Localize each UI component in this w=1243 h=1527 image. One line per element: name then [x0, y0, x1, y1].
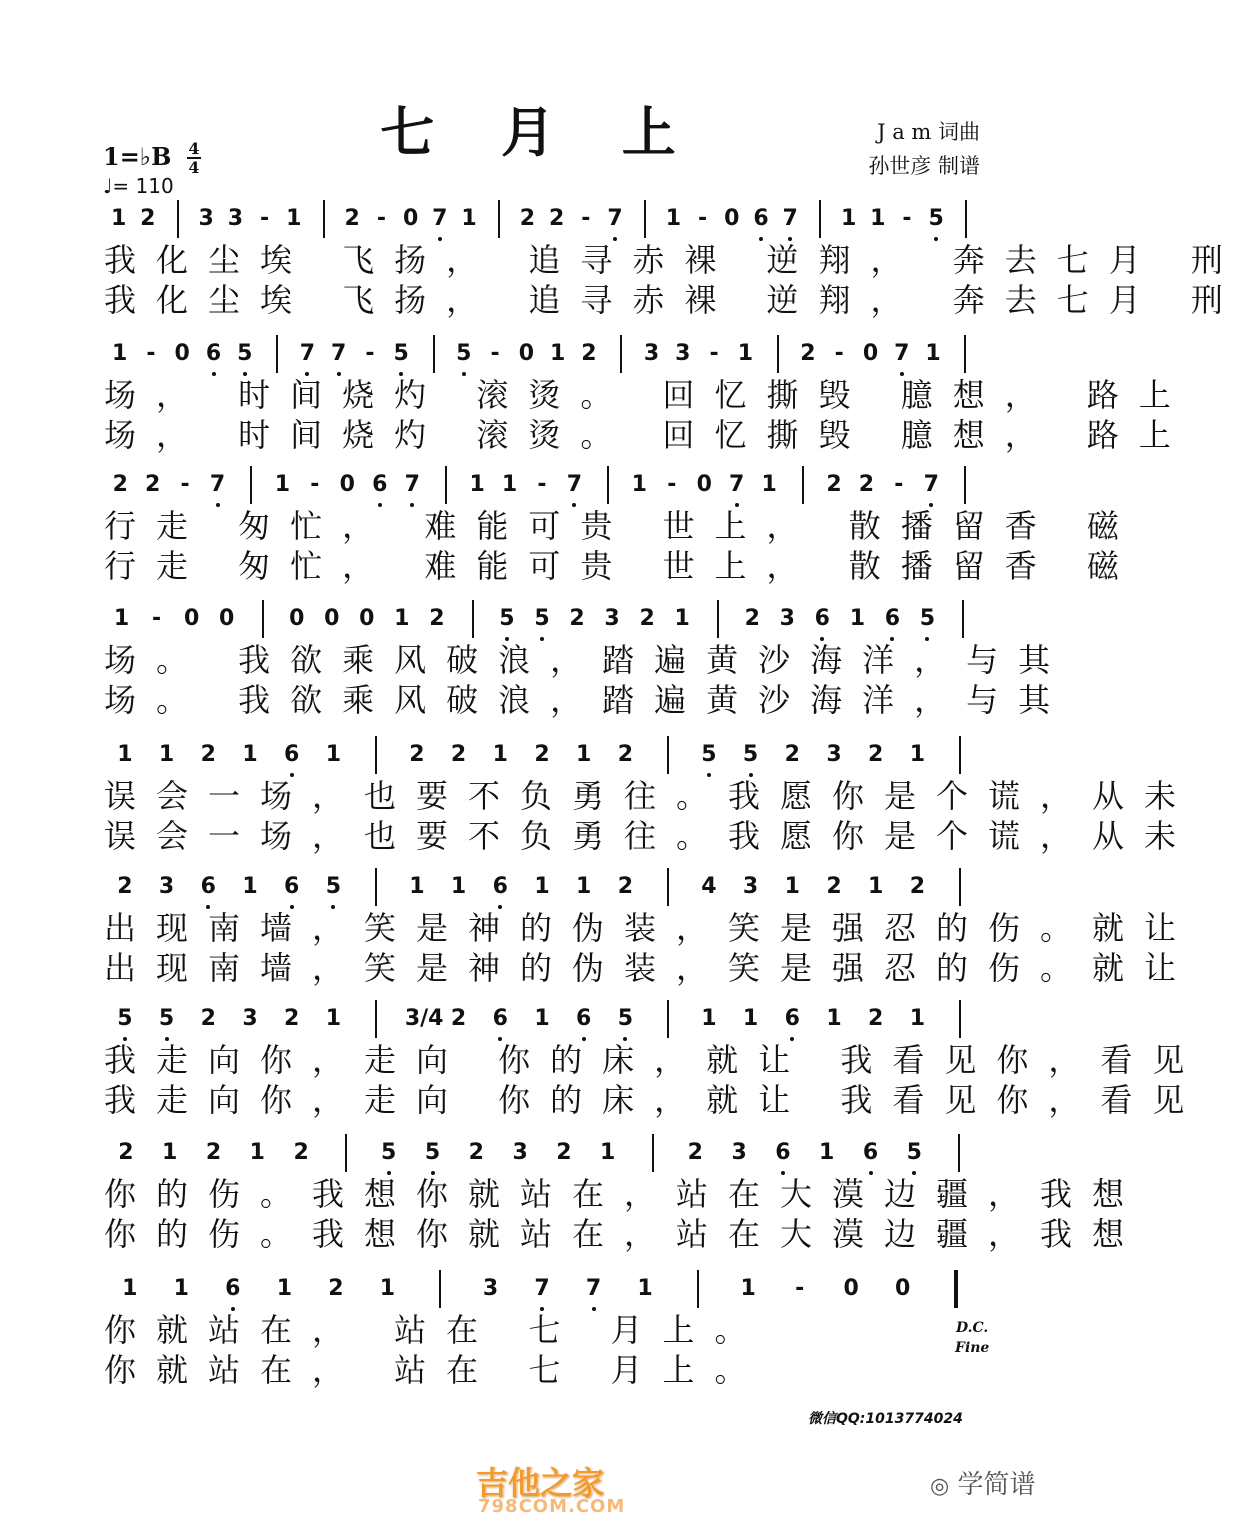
note: 1 — [742, 1006, 759, 1031]
barline — [962, 600, 964, 638]
note: 6 — [492, 1006, 508, 1031]
lyric-line: 误会一场，也要不负勇往。我愿你是个谎，从未 — [104, 777, 1197, 815]
barline — [965, 200, 967, 238]
note: - — [490, 341, 500, 366]
note: 2 — [409, 742, 425, 767]
note: - — [365, 341, 375, 366]
barline — [717, 600, 719, 638]
note: 7 — [299, 341, 315, 366]
note: 6 — [492, 874, 508, 899]
note: - — [180, 472, 190, 497]
barline — [607, 466, 609, 504]
note: 1 — [394, 606, 410, 631]
note: 5 — [928, 206, 944, 231]
note: 7 — [894, 341, 910, 366]
barline — [964, 335, 966, 373]
note: 1 — [111, 341, 128, 366]
note: 0 — [518, 341, 534, 366]
barline — [433, 335, 435, 373]
note: 3 — [604, 606, 620, 631]
notation-row — [104, 1270, 980, 1310]
note: - — [376, 206, 386, 231]
note: 6 — [225, 1276, 241, 1301]
note: 2 — [826, 874, 842, 899]
note: 6 — [205, 341, 222, 366]
key-signature: 1=♭B — [103, 142, 172, 171]
note: 1 — [122, 1276, 138, 1301]
barline — [323, 200, 325, 238]
notation-row — [104, 736, 980, 776]
note: 1 — [819, 1140, 835, 1165]
lyric-line: 行走 匆忙， 难能可贵 世上， 散播留香 磁 — [104, 507, 1139, 545]
note: 1 — [325, 742, 342, 767]
note: 6 — [775, 1140, 791, 1165]
note: 2 — [117, 874, 133, 899]
note: - — [709, 341, 719, 366]
notation-row — [104, 200, 980, 240]
note: 2 — [858, 472, 875, 497]
note: 3 — [198, 206, 214, 231]
barline — [375, 1000, 377, 1038]
note: 1 — [113, 606, 130, 631]
note: 2 — [784, 742, 800, 767]
note: 2 — [284, 1006, 300, 1031]
note: 1 — [492, 742, 508, 767]
lyric-line: 我化尘埃 飞扬， 追寻赤裸 逆翔， 奔去七月 刑 — [104, 241, 1243, 279]
note: - — [151, 606, 162, 631]
note: 1 — [534, 1006, 550, 1031]
barline — [667, 868, 669, 906]
note: 6 — [784, 1006, 800, 1031]
note: 5 — [701, 742, 717, 767]
note: 0 — [218, 606, 235, 631]
note: 2 — [200, 742, 216, 767]
note: 0 — [724, 206, 740, 231]
lyric-line: 你就站在， 站在 七 月上。 — [104, 1351, 767, 1389]
note: - — [698, 206, 708, 231]
note: 6 — [576, 1006, 592, 1031]
note: 2 — [293, 1140, 309, 1165]
lyric-line: 场， 时间烧灼 滚烫。 回忆撕毁 臆想， 路上 — [104, 376, 1191, 414]
note: 1 — [840, 206, 857, 231]
note: 2 — [744, 606, 760, 631]
note: 0 — [174, 341, 190, 366]
note: 0 — [359, 606, 375, 631]
note: 1 — [549, 341, 566, 366]
note: 3 — [731, 1140, 747, 1165]
note: 1 — [637, 1276, 653, 1301]
note: 0 — [324, 606, 340, 631]
note: 6 — [814, 606, 830, 631]
barline — [964, 466, 966, 504]
lyric-line: 你就站在， 站在 七 月上。 — [104, 1311, 767, 1349]
tempo-marking: ♩= 110 — [103, 174, 174, 198]
note: - — [581, 206, 591, 231]
barline — [345, 1134, 347, 1172]
note: - — [146, 341, 156, 366]
barline — [959, 736, 961, 774]
note: 2 — [118, 1140, 134, 1165]
barline — [697, 1270, 699, 1308]
barline — [439, 1270, 441, 1308]
note: - — [834, 341, 844, 366]
note: 1 — [674, 606, 690, 631]
note: 7 — [607, 206, 623, 231]
note: 6 — [284, 874, 300, 899]
watermark-url: 798COM.COM — [478, 1496, 626, 1517]
note: 5 — [456, 341, 472, 366]
note: 2 — [639, 606, 655, 631]
note: 0 — [862, 341, 879, 366]
note: - — [667, 472, 677, 497]
notation-row — [104, 335, 980, 375]
note: 2 — [519, 206, 536, 231]
note: 1 — [325, 1006, 342, 1031]
lyric-line: 行走 匆忙， 难能可贵 世上， 散播留香 磁 — [104, 547, 1139, 585]
note: 1 — [925, 341, 941, 366]
arranger-credit: 孙世彦 制谱 — [868, 154, 980, 178]
barline — [777, 335, 779, 373]
note: 1 — [631, 472, 647, 497]
barline — [445, 466, 447, 504]
note: 2 — [534, 742, 550, 767]
note: 4 — [701, 874, 717, 899]
lyric-line: 场。 我欲乘风破浪，踏遍黄沙海洋，与其 — [104, 681, 1071, 719]
note: 1 — [274, 472, 291, 497]
note: 5 — [906, 1140, 922, 1165]
lyric-line: 场， 时间烧灼 滚烫。 回忆撕毁 臆想， 路上 — [104, 416, 1191, 454]
barline — [177, 200, 179, 238]
note: 3 — [512, 1140, 528, 1165]
note: 6 — [372, 472, 388, 497]
notation-row — [104, 868, 980, 908]
note: 3 — [826, 742, 842, 767]
note: 1 — [117, 742, 133, 767]
note: 5 — [424, 1140, 441, 1165]
song-title: 七 月 上 — [380, 100, 700, 164]
note: 0 — [696, 472, 712, 497]
lyric-line: 我化尘埃 飞扬， 追寻赤裸 逆翔， 奔去七月 刑 — [104, 281, 1243, 319]
note: 2 — [429, 606, 445, 631]
barline — [652, 1134, 654, 1172]
note: 1 — [740, 1276, 756, 1301]
note: 2 — [617, 742, 634, 767]
note: - — [260, 206, 270, 231]
note: 1 — [461, 206, 477, 231]
note: 5 — [742, 742, 759, 767]
barline — [472, 600, 474, 638]
note: 6 — [753, 206, 769, 231]
note: 1 — [576, 742, 592, 767]
note: 2 — [450, 1006, 467, 1031]
note: 2 — [868, 1006, 884, 1031]
note: - — [894, 472, 904, 497]
wechat-icon: ◎ — [930, 1474, 950, 1499]
note: 1 — [162, 1140, 178, 1165]
barline — [958, 1134, 960, 1172]
note: 3 — [242, 1006, 258, 1031]
note: 1 — [849, 606, 866, 631]
wechat-account: ◎ 学简谱 — [930, 1470, 1036, 1500]
note: 0 — [402, 206, 419, 231]
note: 1 — [286, 206, 302, 231]
note: 3 — [158, 874, 175, 899]
note: 1 — [242, 742, 258, 767]
note: 2 — [569, 606, 585, 631]
note: 1 — [534, 874, 550, 899]
note: 2 — [581, 341, 597, 366]
note: 5 — [158, 1006, 175, 1031]
note: 6 — [884, 606, 901, 631]
note: 2 — [328, 1276, 344, 1301]
note: 2 — [468, 1140, 484, 1165]
note: 2 — [548, 206, 565, 231]
barline — [667, 1000, 669, 1038]
note: 1 — [158, 742, 175, 767]
barline — [620, 335, 622, 373]
note: 7 — [534, 1276, 550, 1301]
note: 1 — [173, 1276, 189, 1301]
note: - — [310, 472, 320, 497]
note: 5 — [381, 1140, 397, 1165]
lyric-line: 我走向你，走向 你的床，就让 我看见你，看见 — [104, 1081, 1205, 1119]
note: 1 — [909, 742, 926, 767]
note: 3 — [675, 341, 691, 366]
note: 7 — [404, 472, 420, 497]
note: 1 — [242, 874, 258, 899]
barline — [819, 200, 821, 238]
note: 3 — [643, 341, 660, 366]
note: 3/4 — [404, 1006, 444, 1031]
note: 1 — [784, 874, 800, 899]
note: 2 — [909, 874, 926, 899]
note: 2 — [112, 472, 128, 497]
notation-row — [104, 1000, 980, 1040]
notation-row — [104, 466, 980, 506]
dc-fine-marking: D.C. Fine — [955, 1320, 990, 1356]
time-signature: 4 4 — [188, 139, 200, 177]
note: 2 — [344, 206, 360, 231]
note: 2 — [450, 742, 467, 767]
repeat-barline — [954, 1270, 958, 1308]
note: 6 — [200, 874, 216, 899]
barline — [644, 200, 646, 238]
note: - — [537, 472, 547, 497]
note: 5 — [117, 1006, 133, 1031]
note: 1 — [870, 206, 886, 231]
lyric-line: 你的伤。我想你就站在，站在大漠边疆，我想 — [104, 1215, 1145, 1253]
note: 2 — [617, 874, 634, 899]
note: 3 — [227, 206, 244, 231]
barline — [802, 466, 804, 504]
note: 7 — [585, 1276, 602, 1301]
note: 5 — [393, 341, 409, 366]
lyric-line: 出现南墙，笑是神的伪装，笑是强忍的伤。就让 — [104, 949, 1197, 987]
note: 7 — [566, 472, 583, 497]
barline — [375, 868, 377, 906]
note: 5 — [237, 341, 253, 366]
note: 6 — [284, 742, 300, 767]
note: 1 — [501, 472, 518, 497]
note: - — [795, 1276, 805, 1301]
note: 2 — [140, 206, 156, 231]
watermark-logo: 吉他之家 — [476, 1464, 605, 1502]
note: 1 — [701, 1006, 717, 1031]
note: 5 — [919, 606, 936, 631]
note: 1 — [110, 206, 127, 231]
note: 1 — [276, 1276, 292, 1301]
lyric-line: 我走向你，走向 你的床，就让 我看见你，看见 — [104, 1041, 1205, 1079]
note: 7 — [923, 472, 939, 497]
note: 3 — [742, 874, 759, 899]
note: 7 — [729, 472, 745, 497]
note: 1 — [737, 341, 753, 366]
note: 7 — [782, 206, 798, 231]
note: 7 — [330, 341, 347, 366]
note: 0 — [183, 606, 200, 631]
note: 0 — [843, 1276, 859, 1301]
note: 5 — [325, 874, 342, 899]
note: 2 — [826, 472, 842, 497]
note: 1 — [379, 1276, 396, 1301]
note: 5 — [617, 1006, 634, 1031]
note: 1 — [761, 472, 777, 497]
note: 2 — [200, 1006, 216, 1031]
note: 2 — [145, 472, 161, 497]
note: 5 — [499, 606, 515, 631]
notation-row — [104, 600, 980, 640]
note: 2 — [205, 1140, 222, 1165]
note: 0 — [289, 606, 305, 631]
note: 2 — [800, 341, 816, 366]
note: 1 — [909, 1006, 926, 1031]
lyric-line: 误会一场，也要不负勇往。我愿你是个谎，从未 — [104, 817, 1197, 855]
barline — [667, 736, 669, 774]
note: 1 — [665, 206, 682, 231]
barline — [262, 600, 264, 638]
note: 1 — [409, 874, 425, 899]
note: 1 — [868, 874, 884, 899]
note: 7 — [432, 206, 448, 231]
barline — [959, 1000, 961, 1038]
note: 2 — [556, 1140, 572, 1165]
notation-row — [104, 1134, 980, 1174]
lyricist-credit: J a m 词曲 — [877, 120, 980, 144]
note: 1 — [450, 874, 467, 899]
note: 1 — [469, 472, 485, 497]
note: 2 — [687, 1140, 703, 1165]
note: 0 — [895, 1276, 911, 1301]
barline — [498, 200, 500, 238]
lyric-line: 你的伤。我想你就站在，站在大漠边疆，我想 — [104, 1175, 1145, 1213]
note: 5 — [534, 606, 550, 631]
barline — [250, 466, 252, 504]
note: 1 — [249, 1140, 265, 1165]
note: 0 — [339, 472, 355, 497]
lyric-line: 出现南墙，笑是神的伪装，笑是强忍的伤。就让 — [104, 909, 1197, 947]
lyric-line: 场。 我欲乘风破浪，踏遍黄沙海洋，与其 — [104, 641, 1071, 679]
note: 6 — [862, 1140, 879, 1165]
contact-info: 微信QQ:1013774024 — [808, 1411, 963, 1427]
note: 1 — [600, 1140, 616, 1165]
note: 7 — [209, 472, 226, 497]
barline — [276, 335, 278, 373]
note: - — [902, 206, 912, 231]
note: 3 — [779, 606, 795, 631]
note: 2 — [868, 742, 884, 767]
note: 3 — [482, 1276, 499, 1301]
note: 1 — [826, 1006, 842, 1031]
barline — [375, 736, 377, 774]
barline — [959, 868, 961, 906]
note: 1 — [576, 874, 592, 899]
